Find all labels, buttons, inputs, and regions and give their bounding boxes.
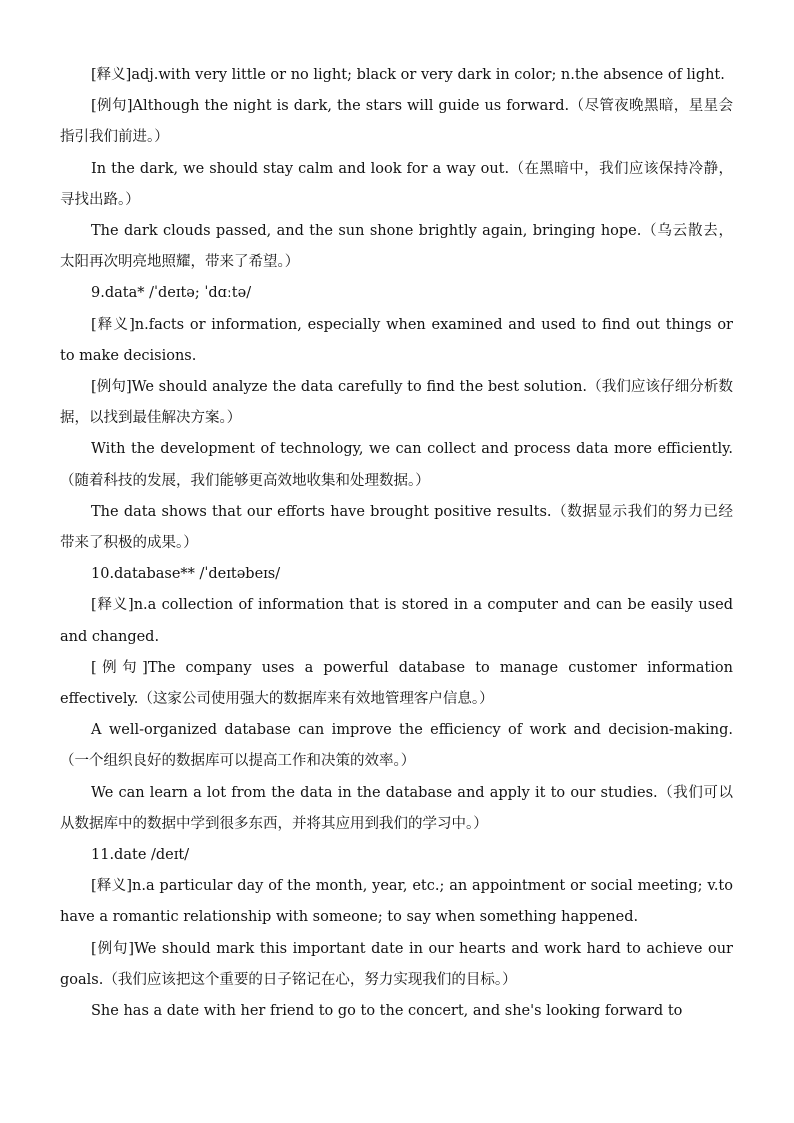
example-dark-3: The dark clouds passed, and the sun shone brightly again, bringing hope.（乌云散去，太阳再次明亮地照耀，带来了希望。）: [60, 223, 733, 271]
example-data-2: With the development of technology, we can collect and process data more efficiently.（随着科技的发展，我们能够更高效地收集和处理数据。）: [60, 441, 733, 489]
document-page: [0, 60, 794, 1027]
definition-database: [释义]n.a collection of information that is stored in a computer and can be easily used and changed.: [60, 597, 733, 645]
definition-date: [释义]n.a particular day of the month, year, etc.; an appointment or social meeting; v.to have a romantic relationship with someone; to say when something happened.: [60, 878, 733, 926]
definition-dark: [释义]adj.with very little or no light; black or very dark in color; n.the absence of light.: [91, 67, 725, 83]
example-dark-1: [例句]Although the night is dark, the stars will guide us forward.（尽管夜晚黑暗，星星会指引我们前进。）: [60, 98, 733, 146]
example-data-1: [例句]We should analyze the data carefully to find the best solution.（我们应该仔细分析数据，以找到最佳解决方案。）: [60, 379, 733, 427]
example-dark-2: In the dark, we should stay calm and look for a way out.（在黑暗中，我们应该保持冷静，寻找出路。）: [60, 160, 733, 208]
example-database-1: [例句]The company uses a powerful database to manage customer information effectively.（这家公司使用强大的数据库来有效地管理客户信息。）: [60, 659, 733, 708]
example-database-2: A well-organized database can improve the efficiency of work and decision-making.（一个组织良好的数据库可以提高工作和决策的效率。）: [60, 722, 733, 770]
entry-heading-database: 10.database** /ˈdeɪtəbeɪs/: [91, 566, 281, 583]
example-database-3: We can learn a lot from the data in the database and apply it to our studies.（我们可以从数据库中的数据中学到很多东西，并将其应用到我们的学习中。）: [60, 784, 733, 832]
entry-heading-date: 11.date /deɪt/: [91, 847, 190, 864]
entry-heading-data: 9.data* /ˈdeɪtə; ˈdɑːtə/: [91, 285, 252, 302]
example-data-3: The data shows that our efforts have brought positive results.（数据显示我们的努力已经带来了积极的成果。）: [60, 503, 733, 552]
example-date-1: [例句]We should mark this important date in our hearts and work hard to achieve our goals.（我们应该把这个重要的日子铭记在心，努力实现我们的目标。）: [60, 940, 733, 988]
example-date-2: She has a date with her friend to go to the concert, and she's looking forward to: [91, 1003, 683, 1020]
definition-data: [释义]n.facts or information, especially when examined and used to find out things or to make decisions.: [60, 316, 733, 364]
